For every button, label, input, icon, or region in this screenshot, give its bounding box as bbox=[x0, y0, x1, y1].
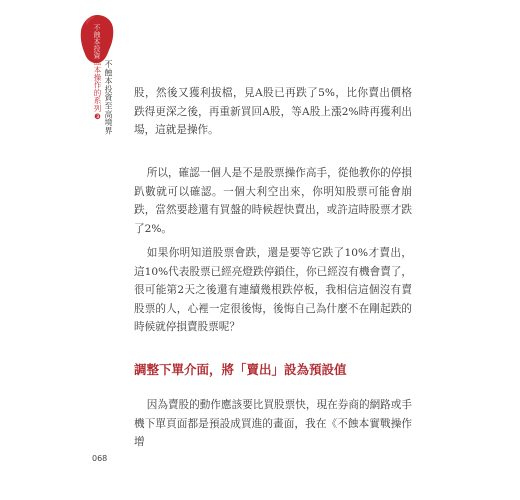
paragraph-2: 所以，確認一個人是不是股票操作高手，從他教你的停損趴數就可以確認。一個大利空出來，你明知股票可能會崩跌，當然要趁還有買盤的時候趕快賣出，或許這時股票才跌了2%。 bbox=[134, 167, 412, 235]
paragraph-block-2 bbox=[134, 164, 412, 238]
red-ink-seal bbox=[80, 14, 114, 64]
series-title: 蝕本操作的系列❸ bbox=[93, 58, 102, 122]
paragraph-block-3 bbox=[134, 244, 412, 337]
book-subtitle: 不蝕本投資至高境界 bbox=[104, 60, 113, 135]
paragraph-block-4 bbox=[134, 396, 412, 452]
section-heading: 調整下單介面，將「賣出」設為預設值 bbox=[134, 362, 347, 377]
paragraph-block-1 bbox=[134, 84, 412, 140]
seal-text: 不蝕本投資 bbox=[93, 24, 101, 59]
paragraph-3: 如果你明知道股票會跌，還是要等它跌了10%才賣出，這10%代表股票已經亮燈跌停鎖住，你已經沒有機會賣了，很可能第2天之後還有連續幾根跌停板，我相信這個沒有賣股票的人，心裡一定很後悔，後悔自己為什麼不在剛起跌的時候就停損賣股票呢？ bbox=[134, 247, 412, 333]
page-number: 068 bbox=[92, 454, 108, 463]
paragraph-1: 股，然後又獲利拔檔，見A股已再跌了5%，比你賣出價格跌得更深之後，再重新買回A股，等A股上漲2%時再獲利出場，這就是操作。 bbox=[134, 87, 412, 136]
paragraph-4: 因為賣股的動作應該要比買股票快，現在券商的網路或手機下單頁面都是預設成買進的畫面，我在《不蝕本實戰操作增 bbox=[134, 399, 412, 448]
